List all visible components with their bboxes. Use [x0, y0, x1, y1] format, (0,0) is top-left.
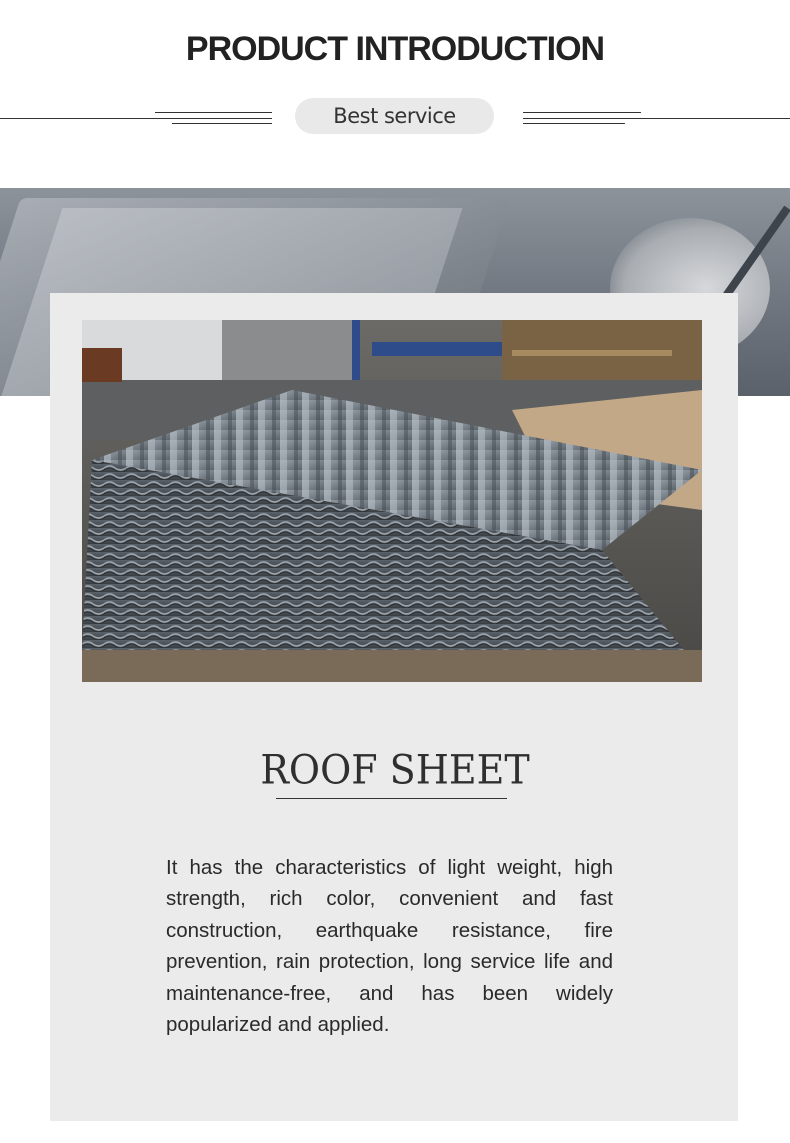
- title-underline: [276, 798, 507, 799]
- product-name: ROOF SHEET: [260, 746, 530, 794]
- divider-line: [523, 118, 790, 119]
- divider-line: [155, 112, 272, 113]
- divider-line: [523, 123, 625, 124]
- product-description: It has the characteristics of light weight, high strength, rich color, convenient and fast construction, earthquake resistance, fire prevention, rain protection, long service life and maintenance-free, and has been widely popularized and applied.: [166, 856, 613, 1037]
- divider-line: [523, 112, 641, 113]
- divider-line: [0, 118, 272, 119]
- page-title: PRODUCT INTRODUCTION: [185, 30, 605, 68]
- subtitle-badge: Best service: [295, 98, 494, 134]
- product-photo: [82, 320, 702, 682]
- roof-sheet-stack-illustration: [82, 320, 702, 682]
- divider-line: [172, 123, 272, 124]
